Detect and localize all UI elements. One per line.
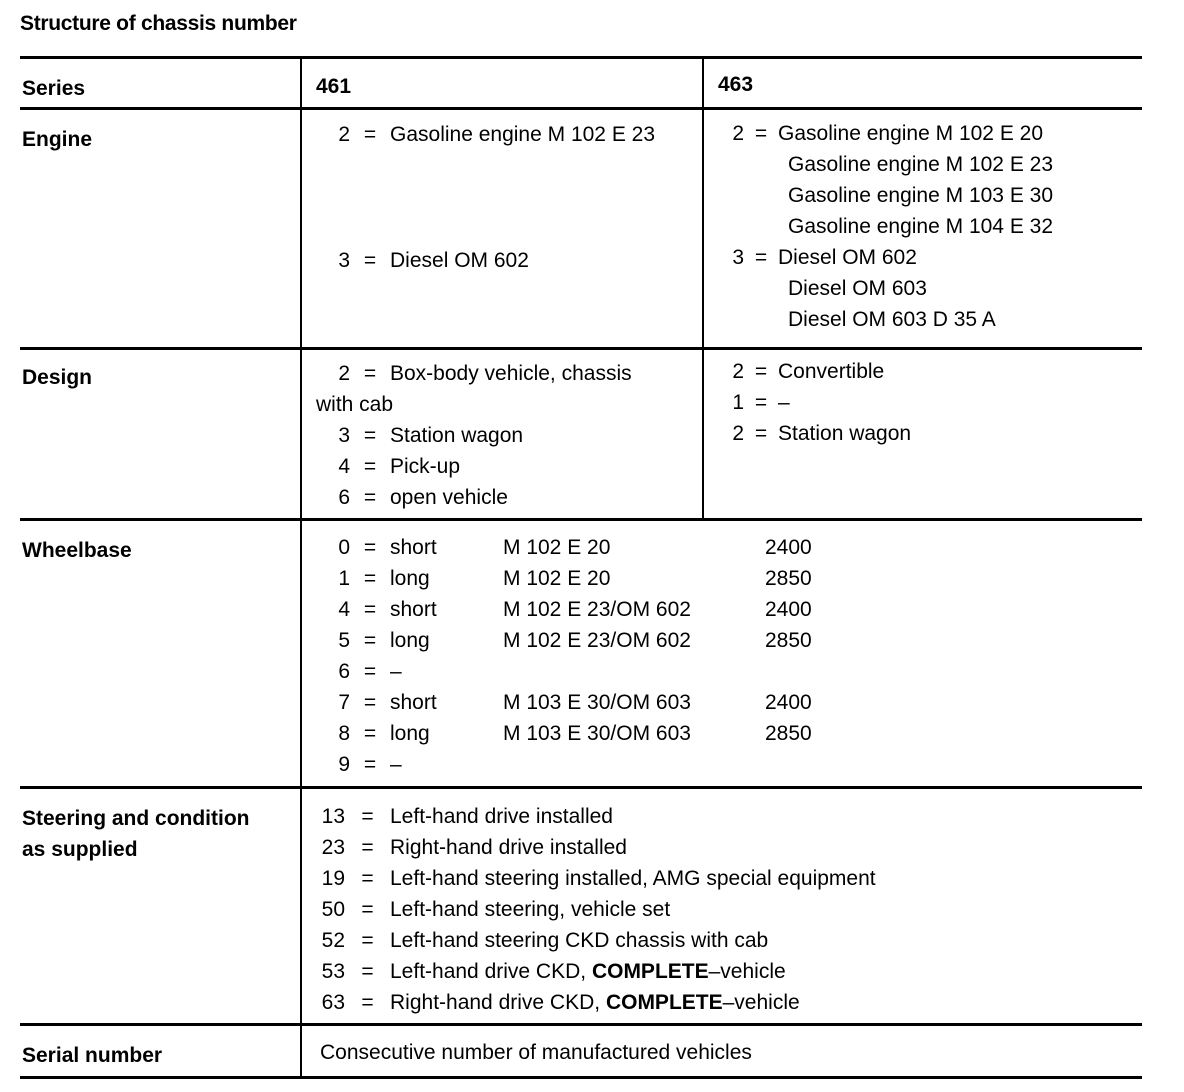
equals-sign: = [361, 898, 374, 921]
equals-sign: = [754, 422, 768, 445]
design-desc: Station wagon [390, 424, 524, 447]
wheelbase-row [318, 563, 812, 594]
equals-sign: = [363, 486, 377, 509]
engine-desc: Gasoline engine M 104 E 32 [788, 215, 1054, 238]
wheelbase-engine: M 103 E 30/OM 603 [503, 691, 691, 714]
steering-code: 50 [321, 898, 345, 921]
engine-463-list [716, 118, 1053, 335]
equals-sign: = [363, 660, 377, 683]
equals-sign: = [361, 960, 374, 983]
wheelbase-code: 5 [338, 629, 350, 652]
steering-desc: Right-hand drive installed [390, 836, 627, 859]
steering-desc: Right-hand drive CKD, [390, 991, 606, 1014]
wheelbase-code: 7 [338, 691, 350, 714]
design-code: 3 [338, 424, 350, 447]
steering-desc-rest: –vehicle [708, 960, 786, 983]
wheelbase-mm: 2850 [765, 567, 812, 590]
wheelbase-code: 8 [338, 722, 350, 745]
equals-sign: = [754, 246, 768, 269]
wheelbase-code: 9 [338, 753, 350, 776]
steering-row [318, 987, 876, 1018]
design-code: 1 [732, 391, 744, 414]
wheelbase-mm: 2850 [765, 629, 812, 652]
engine-desc: Gasoline engine M 103 E 30 [788, 184, 1054, 207]
serial-label: Serial number [22, 1044, 163, 1067]
design-desc: Convertible [778, 360, 885, 383]
wheelbase-row [318, 656, 812, 687]
equals-sign: = [363, 362, 377, 385]
equals-sign: = [363, 249, 377, 272]
series-463: 463 [718, 73, 754, 96]
steering-row [318, 894, 876, 925]
equals-sign: = [363, 424, 377, 447]
equals-sign: = [363, 598, 377, 621]
design-code: 4 [338, 455, 350, 478]
design-461-list [318, 358, 632, 513]
serial-desc: Consecutive number of manufactured vehicles [320, 1041, 752, 1064]
steering-desc: Left-hand drive installed [390, 805, 613, 828]
equals-sign: = [363, 753, 377, 776]
engine-desc: Diesel OM 603 D 35 A [788, 308, 996, 331]
design-code: 2 [732, 422, 744, 445]
wheelbase-code: 1 [338, 567, 350, 590]
equals-sign: = [361, 836, 374, 859]
wheelbase-row [318, 718, 812, 749]
equals-sign: = [361, 867, 374, 890]
steering-desc-bold: COMPLETE [591, 960, 709, 983]
wheelbase-length: short [390, 691, 437, 714]
steering-desc: Left-hand drive CKD, [390, 960, 592, 983]
rule-steering [20, 1023, 1142, 1026]
steering-code: 53 [321, 960, 345, 983]
rule-top [20, 56, 1142, 59]
series-461: 461 [316, 75, 352, 98]
engine-desc: Diesel OM 603 [788, 277, 927, 300]
wheelbase-row [318, 625, 812, 656]
wheelbase-code: 0 [338, 536, 350, 559]
design-desc: – [778, 391, 790, 414]
wheelbase-length: short [390, 536, 437, 559]
engine-desc: Diesel OM 602 [390, 249, 529, 272]
engine-461-row [318, 245, 529, 276]
wheelbase-label: Wheelbase [22, 539, 132, 562]
steering-label-line1: Steering and condition [22, 807, 250, 830]
steering-row [318, 801, 876, 832]
wheelbase-code: 6 [338, 660, 350, 683]
engine-code: 3 [732, 246, 744, 269]
equals-sign: = [363, 629, 377, 652]
steering-label-line2: as supplied [22, 838, 138, 861]
rule-design [20, 518, 1142, 521]
wheelbase-mm: 2400 [765, 691, 812, 714]
equals-sign: = [363, 123, 377, 146]
wheelbase-engine: M 103 E 30/OM 603 [503, 722, 691, 745]
equals-sign: = [361, 991, 374, 1014]
engine-desc: Gasoline engine M 102 E 23 [788, 153, 1054, 176]
steering-label [22, 803, 250, 865]
steering-row [318, 925, 876, 956]
design-desc: Box-body vehicle, chassis [390, 362, 632, 385]
design-code: 2 [732, 360, 744, 383]
engine-desc: Gasoline engine M 102 E 20 [778, 122, 1044, 145]
steering-code: 13 [321, 805, 345, 828]
rule-bottom [20, 1076, 1142, 1079]
design-code: 6 [338, 486, 350, 509]
steering-desc-bold: COMPLETE [605, 991, 723, 1014]
wheelbase-row [318, 687, 812, 718]
equals-sign: = [363, 455, 377, 478]
design-463-list [716, 356, 911, 449]
col-divider-left [300, 58, 302, 1078]
wheelbase-length: – [390, 753, 402, 776]
engine-code: 2 [732, 122, 744, 145]
rule-wheelbase [20, 786, 1142, 789]
design-desc: open vehicle [390, 486, 508, 509]
wheelbase-engine: M 102 E 23/OM 602 [503, 598, 691, 621]
wheelbase-mm: 2400 [765, 598, 812, 621]
steering-code: 23 [321, 836, 345, 859]
wheelbase-engine: M 102 E 20 [503, 567, 611, 590]
engine-desc: Gasoline engine M 102 E 23 [390, 123, 656, 146]
equals-sign: = [754, 391, 768, 414]
steering-list [318, 801, 876, 1018]
equals-sign: = [363, 567, 377, 590]
equals-sign: = [363, 722, 377, 745]
wheelbase-length: long [390, 567, 430, 590]
col-divider-right [702, 58, 704, 520]
equals-sign: = [361, 805, 374, 828]
design-desc: Pick-up [390, 455, 461, 478]
steering-desc-rest: –vehicle [722, 991, 800, 1014]
design-desc: Station wagon [778, 422, 912, 445]
steering-desc: Left-hand steering, vehicle set [390, 898, 671, 921]
wheelbase-length: long [390, 722, 430, 745]
engine-label: Engine [22, 128, 93, 151]
wheelbase-length: long [390, 629, 430, 652]
steering-row [318, 832, 876, 863]
equals-sign: = [754, 122, 768, 145]
steering-row [318, 863, 876, 894]
equals-sign: = [363, 536, 377, 559]
equals-sign: = [361, 929, 374, 952]
engine-code: 3 [338, 249, 350, 272]
design-desc: with cab [316, 393, 394, 416]
wheelbase-engine: M 102 E 23/OM 602 [503, 629, 691, 652]
rule-engine [20, 347, 1142, 350]
wheelbase-code: 4 [338, 598, 350, 621]
steering-code: 63 [321, 991, 345, 1014]
equals-sign: = [363, 691, 377, 714]
wheelbase-row [318, 594, 812, 625]
wheelbase-row [318, 749, 812, 780]
series-label: Series [22, 77, 86, 100]
engine-461-row [318, 119, 655, 150]
wheelbase-mm: 2400 [765, 536, 812, 559]
design-code: 2 [338, 362, 350, 385]
wheelbase-list [318, 532, 812, 780]
equals-sign: = [754, 360, 768, 383]
wheelbase-mm: 2850 [765, 722, 812, 745]
document-title: Structure of chassis number [20, 12, 297, 35]
wheelbase-row [318, 532, 812, 563]
steering-desc: Left-hand steering CKD chassis with cab [390, 929, 769, 952]
steering-code: 52 [321, 929, 345, 952]
wheelbase-length: – [390, 660, 402, 683]
steering-desc: Left-hand steering installed, AMG special equipment [390, 867, 876, 890]
steering-code: 19 [321, 867, 345, 890]
design-label: Design [22, 366, 93, 389]
rule-header [20, 107, 1142, 110]
wheelbase-engine: M 102 E 20 [503, 536, 611, 559]
wheelbase-length: short [390, 598, 437, 621]
steering-row [318, 956, 876, 987]
engine-desc: Diesel OM 602 [778, 246, 917, 269]
engine-code: 2 [338, 123, 350, 146]
